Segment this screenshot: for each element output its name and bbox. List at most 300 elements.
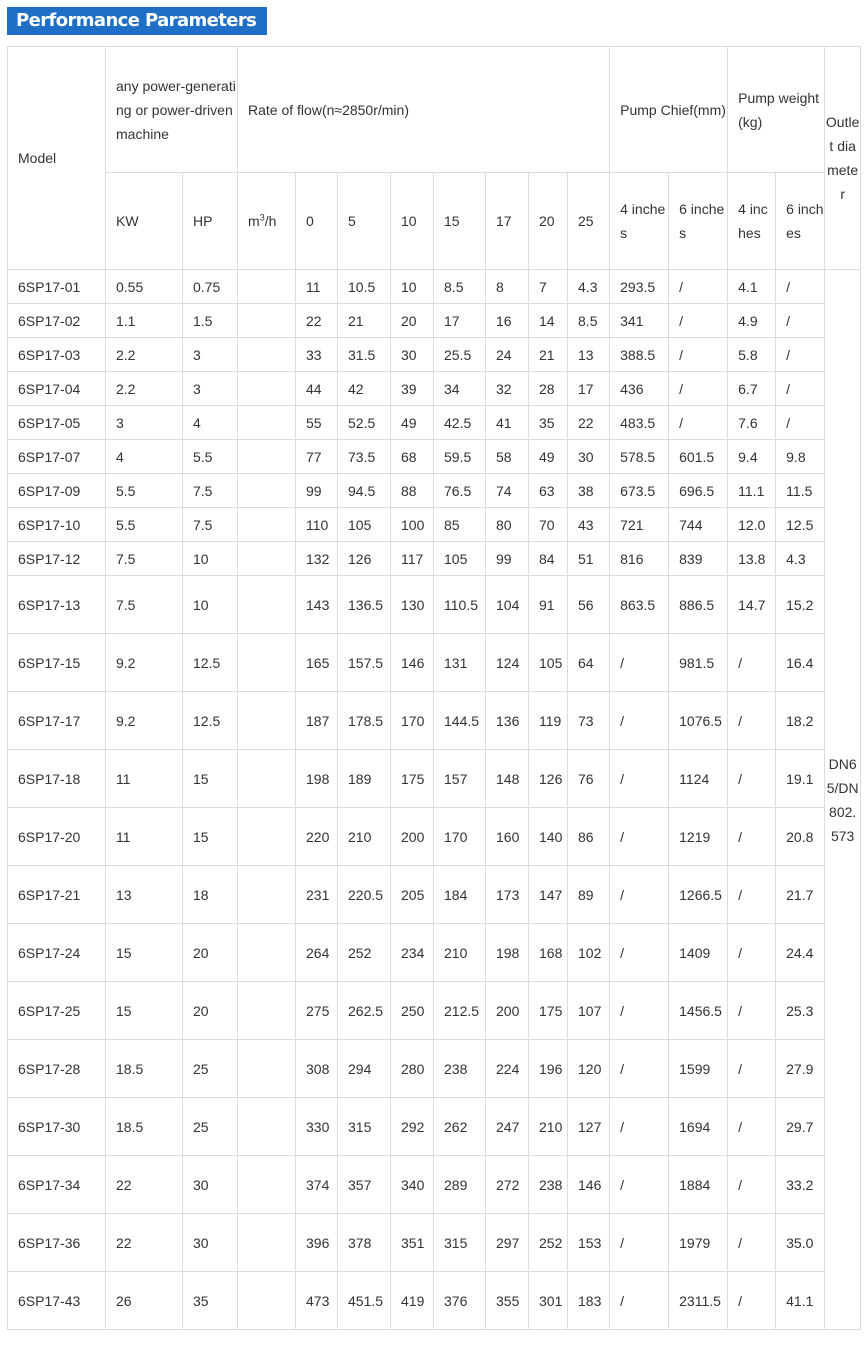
flow-point-header: 0 (296, 173, 338, 270)
cell-flow-15: 144.5 (434, 692, 486, 750)
cell-chief-4in: / (610, 1156, 669, 1214)
cell-m3h (238, 338, 296, 372)
chief-4in-header: 4 inches (610, 173, 669, 270)
cell-flow-15: 289 (434, 1156, 486, 1214)
cell-flow-10: 170 (391, 692, 434, 750)
cell-flow-20: 14 (529, 304, 568, 338)
cell-flow-25: 89 (568, 866, 610, 924)
cell-weight-4in: 5.8 (728, 338, 776, 372)
cell-flow-10: 49 (391, 406, 434, 440)
cell-chief-6in: / (669, 304, 728, 338)
cell-flow-5: 136.5 (338, 576, 391, 634)
cell-kw: 13 (106, 866, 183, 924)
cell-flow-20: 196 (529, 1040, 568, 1098)
cell-kw: 18.5 (106, 1040, 183, 1098)
cell-weight-4in: / (728, 1156, 776, 1214)
cell-kw: 2.2 (106, 372, 183, 406)
cell-flow-10: 292 (391, 1098, 434, 1156)
m3h-sup: 3 (259, 212, 265, 223)
cell-flow-25: 120 (568, 1040, 610, 1098)
cell-m3h (238, 1272, 296, 1330)
cell-chief-6in: 1409 (669, 924, 728, 982)
cell-flow-17: 16 (486, 304, 529, 338)
cell-flow-0: 187 (296, 692, 338, 750)
cell-flow-0: 110 (296, 508, 338, 542)
cell-flow-10: 205 (391, 866, 434, 924)
cell-flow-20: 35 (529, 406, 568, 440)
cell-flow-5: 126 (338, 542, 391, 576)
cell-flow-20: 21 (529, 338, 568, 372)
table-row (8, 924, 861, 982)
chief-6in-header: 6 inches (669, 173, 728, 270)
cell-flow-10: 340 (391, 1156, 434, 1214)
cell-flow-25: 153 (568, 1214, 610, 1272)
cell-m3h (238, 542, 296, 576)
cell-hp: 1.5 (183, 304, 238, 338)
table-row (8, 270, 861, 304)
cell-flow-25: 51 (568, 542, 610, 576)
performance-table-wrapper (7, 46, 861, 1330)
cell-chief-4in: 293.5 (610, 270, 669, 304)
cell-m3h (238, 406, 296, 440)
cell-kw: 15 (106, 924, 183, 982)
cell-flow-20: 168 (529, 924, 568, 982)
cell-flow-25: 127 (568, 1098, 610, 1156)
m3h-base: m (248, 213, 260, 229)
pump-chief-header: Pump Chief(mm) (610, 47, 728, 173)
cell-weight-4in: 11.1 (728, 474, 776, 508)
cell-flow-17: 198 (486, 924, 529, 982)
cell-hp: 18 (183, 866, 238, 924)
cell-weight-4in: / (728, 1214, 776, 1272)
cell-chief-6in: 1884 (669, 1156, 728, 1214)
cell-weight-4in: 9.4 (728, 440, 776, 474)
cell-flow-10: 351 (391, 1214, 434, 1272)
cell-flow-20: 252 (529, 1214, 568, 1272)
cell-flow-0: 198 (296, 750, 338, 808)
cell-flow-5: 31.5 (338, 338, 391, 372)
cell-flow-0: 44 (296, 372, 338, 406)
cell-weight-6in: / (776, 304, 825, 338)
cell-flow-20: 28 (529, 372, 568, 406)
cell-chief-4in: / (610, 866, 669, 924)
cell-flow-25: 102 (568, 924, 610, 982)
cell-weight-4in: 7.6 (728, 406, 776, 440)
cell-flow-15: 262 (434, 1098, 486, 1156)
cell-chief-6in: 1456.5 (669, 982, 728, 1040)
table-row (8, 1098, 861, 1156)
model-header: Model (8, 47, 106, 270)
cell-chief-6in: 696.5 (669, 474, 728, 508)
cell-flow-20: 210 (529, 1098, 568, 1156)
cell-hp: 4 (183, 406, 238, 440)
cell-flow-15: 376 (434, 1272, 486, 1330)
cell-m3h (238, 1040, 296, 1098)
table-row (8, 440, 861, 474)
cell-hp: 30 (183, 1156, 238, 1214)
cell-flow-25: 8.5 (568, 304, 610, 338)
cell-weight-6in: 19.1 (776, 750, 825, 808)
cell-flow-15: 170 (434, 808, 486, 866)
cell-flow-20: 147 (529, 866, 568, 924)
cell-chief-6in: 981.5 (669, 634, 728, 692)
cell-chief-6in: 1694 (669, 1098, 728, 1156)
cell-flow-5: 315 (338, 1098, 391, 1156)
cell-flow-0: 55 (296, 406, 338, 440)
cell-chief-6in: 1266.5 (669, 866, 728, 924)
cell-flow-5: 210 (338, 808, 391, 866)
cell-flow-25: 4.3 (568, 270, 610, 304)
cell-flow-10: 146 (391, 634, 434, 692)
cell-flow-5: 262.5 (338, 982, 391, 1040)
cell-flow-20: 119 (529, 692, 568, 750)
cell-flow-5: 220.5 (338, 866, 391, 924)
cell-flow-17: 355 (486, 1272, 529, 1330)
cell-chief-6in: / (669, 270, 728, 304)
cell-chief-4in: 721 (610, 508, 669, 542)
cell-m3h (238, 750, 296, 808)
cell-model: 6SP17-01 (8, 270, 106, 304)
cell-chief-4in: / (610, 1040, 669, 1098)
cell-flow-25: 56 (568, 576, 610, 634)
cell-flow-15: 238 (434, 1040, 486, 1098)
flow-point-header: 10 (391, 173, 434, 270)
cell-m3h (238, 1098, 296, 1156)
cell-weight-6in: 12.5 (776, 508, 825, 542)
cell-kw: 11 (106, 808, 183, 866)
cell-flow-20: 91 (529, 576, 568, 634)
cell-hp: 35 (183, 1272, 238, 1330)
cell-kw: 11 (106, 750, 183, 808)
cell-chief-6in: / (669, 338, 728, 372)
cell-flow-17: 173 (486, 866, 529, 924)
cell-chief-6in: / (669, 406, 728, 440)
cell-chief-6in: 601.5 (669, 440, 728, 474)
table-row (8, 304, 861, 338)
cell-flow-0: 275 (296, 982, 338, 1040)
cell-flow-25: 86 (568, 808, 610, 866)
cell-flow-10: 130 (391, 576, 434, 634)
cell-flow-0: 165 (296, 634, 338, 692)
cell-chief-4in: 483.5 (610, 406, 669, 440)
cell-flow-17: 200 (486, 982, 529, 1040)
flow-header: Rate of flow(n≈2850r/min) (238, 47, 610, 173)
cell-flow-5: 105 (338, 508, 391, 542)
cell-model: 6SP17-05 (8, 406, 106, 440)
cell-flow-17: 104 (486, 576, 529, 634)
cell-chief-6in: 839 (669, 542, 728, 576)
cell-weight-6in: 35.0 (776, 1214, 825, 1272)
cell-hp: 25 (183, 1098, 238, 1156)
m3h-header (238, 173, 296, 270)
cell-flow-5: 73.5 (338, 440, 391, 474)
cell-weight-4in: / (728, 1098, 776, 1156)
cell-model: 6SP17-21 (8, 866, 106, 924)
table-row (8, 1214, 861, 1272)
weight-6in-header: 6 inches (776, 173, 825, 270)
cell-chief-6in: 1979 (669, 1214, 728, 1272)
header-row-sub (8, 173, 861, 270)
cell-flow-15: 17 (434, 304, 486, 338)
cell-flow-20: 63 (529, 474, 568, 508)
cell-flow-15: 157 (434, 750, 486, 808)
cell-flow-10: 88 (391, 474, 434, 508)
cell-weight-6in: 9.8 (776, 440, 825, 474)
cell-chief-6in: 2311.5 (669, 1272, 728, 1330)
cell-model: 6SP17-07 (8, 440, 106, 474)
cell-flow-5: 252 (338, 924, 391, 982)
cell-m3h (238, 508, 296, 542)
cell-weight-4in: 4.1 (728, 270, 776, 304)
cell-model: 6SP17-18 (8, 750, 106, 808)
cell-model: 6SP17-17 (8, 692, 106, 750)
cell-flow-25: 183 (568, 1272, 610, 1330)
cell-hp: 10 (183, 576, 238, 634)
table-row (8, 808, 861, 866)
cell-flow-15: 34 (434, 372, 486, 406)
cell-m3h (238, 474, 296, 508)
cell-model: 6SP17-04 (8, 372, 106, 406)
cell-flow-5: 157.5 (338, 634, 391, 692)
cell-flow-20: 7 (529, 270, 568, 304)
cell-chief-4in: / (610, 1098, 669, 1156)
cell-model: 6SP17-25 (8, 982, 106, 1040)
cell-model: 6SP17-10 (8, 508, 106, 542)
cell-weight-4in: / (728, 692, 776, 750)
cell-chief-6in: 886.5 (669, 576, 728, 634)
cell-m3h (238, 866, 296, 924)
cell-model: 6SP17-30 (8, 1098, 106, 1156)
cell-flow-17: 224 (486, 1040, 529, 1098)
cell-weight-4in: / (728, 924, 776, 982)
cell-m3h (238, 576, 296, 634)
cell-flow-17: 8 (486, 270, 529, 304)
cell-hp: 0.75 (183, 270, 238, 304)
cell-flow-20: 301 (529, 1272, 568, 1330)
cell-flow-25: 76 (568, 750, 610, 808)
cell-flow-17: 272 (486, 1156, 529, 1214)
cell-m3h (238, 270, 296, 304)
cell-flow-5: 10.5 (338, 270, 391, 304)
outlet-diameter-header: Outlet diameter (825, 47, 861, 270)
cell-flow-17: 297 (486, 1214, 529, 1272)
cell-flow-10: 39 (391, 372, 434, 406)
cell-flow-25: 13 (568, 338, 610, 372)
cell-flow-25: 146 (568, 1156, 610, 1214)
cell-weight-4in: / (728, 634, 776, 692)
hp-header: HP (183, 173, 238, 270)
cell-chief-6in: 1219 (669, 808, 728, 866)
cell-hp: 5.5 (183, 440, 238, 474)
cell-weight-4in: 4.9 (728, 304, 776, 338)
cell-flow-5: 42 (338, 372, 391, 406)
cell-flow-5: 378 (338, 1214, 391, 1272)
cell-flow-0: 77 (296, 440, 338, 474)
weight-4in-header: 4 inches (728, 173, 776, 270)
cell-weight-6in: 41.1 (776, 1272, 825, 1330)
cell-m3h (238, 1156, 296, 1214)
cell-flow-10: 68 (391, 440, 434, 474)
cell-flow-25: 22 (568, 406, 610, 440)
cell-kw: 4 (106, 440, 183, 474)
cell-chief-4in: / (610, 1214, 669, 1272)
cell-chief-4in: 816 (610, 542, 669, 576)
flow-point-header: 25 (568, 173, 610, 270)
cell-m3h (238, 1214, 296, 1272)
cell-m3h (238, 372, 296, 406)
cell-hp: 12.5 (183, 692, 238, 750)
cell-flow-0: 143 (296, 576, 338, 634)
cell-hp: 10 (183, 542, 238, 576)
cell-weight-4in: / (728, 982, 776, 1040)
cell-kw: 22 (106, 1156, 183, 1214)
cell-flow-5: 451.5 (338, 1272, 391, 1330)
cell-flow-17: 32 (486, 372, 529, 406)
cell-model: 6SP17-34 (8, 1156, 106, 1214)
cell-flow-10: 280 (391, 1040, 434, 1098)
cell-flow-15: 25.5 (434, 338, 486, 372)
cell-weight-4in: / (728, 1040, 776, 1098)
cell-m3h (238, 440, 296, 474)
cell-weight-4in: 12.0 (728, 508, 776, 542)
cell-flow-25: 73 (568, 692, 610, 750)
cell-flow-0: 231 (296, 866, 338, 924)
cell-weight-6in: 20.8 (776, 808, 825, 866)
cell-kw: 9.2 (106, 634, 183, 692)
cell-flow-25: 30 (568, 440, 610, 474)
cell-flow-5: 94.5 (338, 474, 391, 508)
cell-m3h (238, 634, 296, 692)
cell-flow-0: 374 (296, 1156, 338, 1214)
cell-flow-10: 175 (391, 750, 434, 808)
flow-point-header: 20 (529, 173, 568, 270)
table-row (8, 1040, 861, 1098)
cell-flow-20: 126 (529, 750, 568, 808)
cell-weight-6in: 25.3 (776, 982, 825, 1040)
cell-flow-10: 419 (391, 1272, 434, 1330)
cell-flow-5: 178.5 (338, 692, 391, 750)
cell-flow-0: 308 (296, 1040, 338, 1098)
cell-chief-6in: 1124 (669, 750, 728, 808)
cell-kw: 7.5 (106, 576, 183, 634)
cell-weight-6in: 27.9 (776, 1040, 825, 1098)
cell-chief-6in: / (669, 372, 728, 406)
cell-weight-4in: / (728, 750, 776, 808)
cell-chief-4in: 673.5 (610, 474, 669, 508)
cell-flow-10: 200 (391, 808, 434, 866)
cell-model: 6SP17-03 (8, 338, 106, 372)
cell-flow-10: 20 (391, 304, 434, 338)
cell-flow-0: 22 (296, 304, 338, 338)
cell-model: 6SP17-20 (8, 808, 106, 866)
cell-model: 6SP17-15 (8, 634, 106, 692)
cell-kw: 2.2 (106, 338, 183, 372)
cell-weight-4in: / (728, 1272, 776, 1330)
cell-flow-10: 234 (391, 924, 434, 982)
cell-hp: 20 (183, 982, 238, 1040)
cell-flow-10: 100 (391, 508, 434, 542)
cell-hp: 3 (183, 372, 238, 406)
cell-model: 6SP17-24 (8, 924, 106, 982)
cell-flow-0: 396 (296, 1214, 338, 1272)
cell-flow-0: 99 (296, 474, 338, 508)
table-row (8, 542, 861, 576)
cell-flow-15: 110.5 (434, 576, 486, 634)
table-row (8, 338, 861, 372)
table-row (8, 508, 861, 542)
cell-flow-0: 473 (296, 1272, 338, 1330)
cell-weight-6in: 18.2 (776, 692, 825, 750)
cell-chief-6in: 1599 (669, 1040, 728, 1098)
header-row-top (8, 47, 861, 173)
cell-flow-15: 59.5 (434, 440, 486, 474)
cell-flow-17: 99 (486, 542, 529, 576)
flow-point-header: 17 (486, 173, 529, 270)
table-row (8, 866, 861, 924)
cell-model: 6SP17-02 (8, 304, 106, 338)
table-row (8, 576, 861, 634)
table-row (8, 634, 861, 692)
cell-kw: 9.2 (106, 692, 183, 750)
cell-flow-25: 64 (568, 634, 610, 692)
cell-weight-6in: 29.7 (776, 1098, 825, 1156)
cell-m3h (238, 692, 296, 750)
cell-flow-15: 105 (434, 542, 486, 576)
cell-flow-25: 43 (568, 508, 610, 542)
cell-flow-0: 33 (296, 338, 338, 372)
cell-chief-4in: / (610, 634, 669, 692)
cell-kw: 0.55 (106, 270, 183, 304)
cell-hp: 15 (183, 750, 238, 808)
cell-flow-25: 38 (568, 474, 610, 508)
motor-header: any power-generating or power-driven machine (106, 47, 238, 173)
cell-chief-4in: 436 (610, 372, 669, 406)
page-title: Performance Parameters (7, 7, 267, 35)
section-header (7, 7, 267, 35)
cell-kw: 5.5 (106, 474, 183, 508)
cell-chief-6in: 744 (669, 508, 728, 542)
cell-flow-0: 330 (296, 1098, 338, 1156)
cell-flow-20: 238 (529, 1156, 568, 1214)
cell-flow-5: 189 (338, 750, 391, 808)
cell-flow-20: 175 (529, 982, 568, 1040)
cell-flow-17: 41 (486, 406, 529, 440)
cell-kw: 26 (106, 1272, 183, 1330)
table-row (8, 1272, 861, 1330)
cell-weight-6in: 16.4 (776, 634, 825, 692)
cell-flow-17: 148 (486, 750, 529, 808)
cell-m3h (238, 808, 296, 866)
cell-kw: 15 (106, 982, 183, 1040)
cell-model: 6SP17-36 (8, 1214, 106, 1272)
cell-flow-20: 84 (529, 542, 568, 576)
cell-flow-20: 49 (529, 440, 568, 474)
cell-weight-6in: / (776, 406, 825, 440)
outlet-diameter-value: DN65/DN802.573 (825, 270, 861, 1330)
cell-flow-15: 8.5 (434, 270, 486, 304)
cell-weight-6in: / (776, 338, 825, 372)
cell-flow-17: 80 (486, 508, 529, 542)
cell-m3h (238, 924, 296, 982)
cell-kw: 7.5 (106, 542, 183, 576)
table-row (8, 372, 861, 406)
table-row (8, 982, 861, 1040)
cell-model: 6SP17-09 (8, 474, 106, 508)
cell-m3h (238, 982, 296, 1040)
cell-weight-6in: / (776, 270, 825, 304)
m3h-tail: /h (264, 213, 277, 229)
cell-flow-10: 117 (391, 542, 434, 576)
